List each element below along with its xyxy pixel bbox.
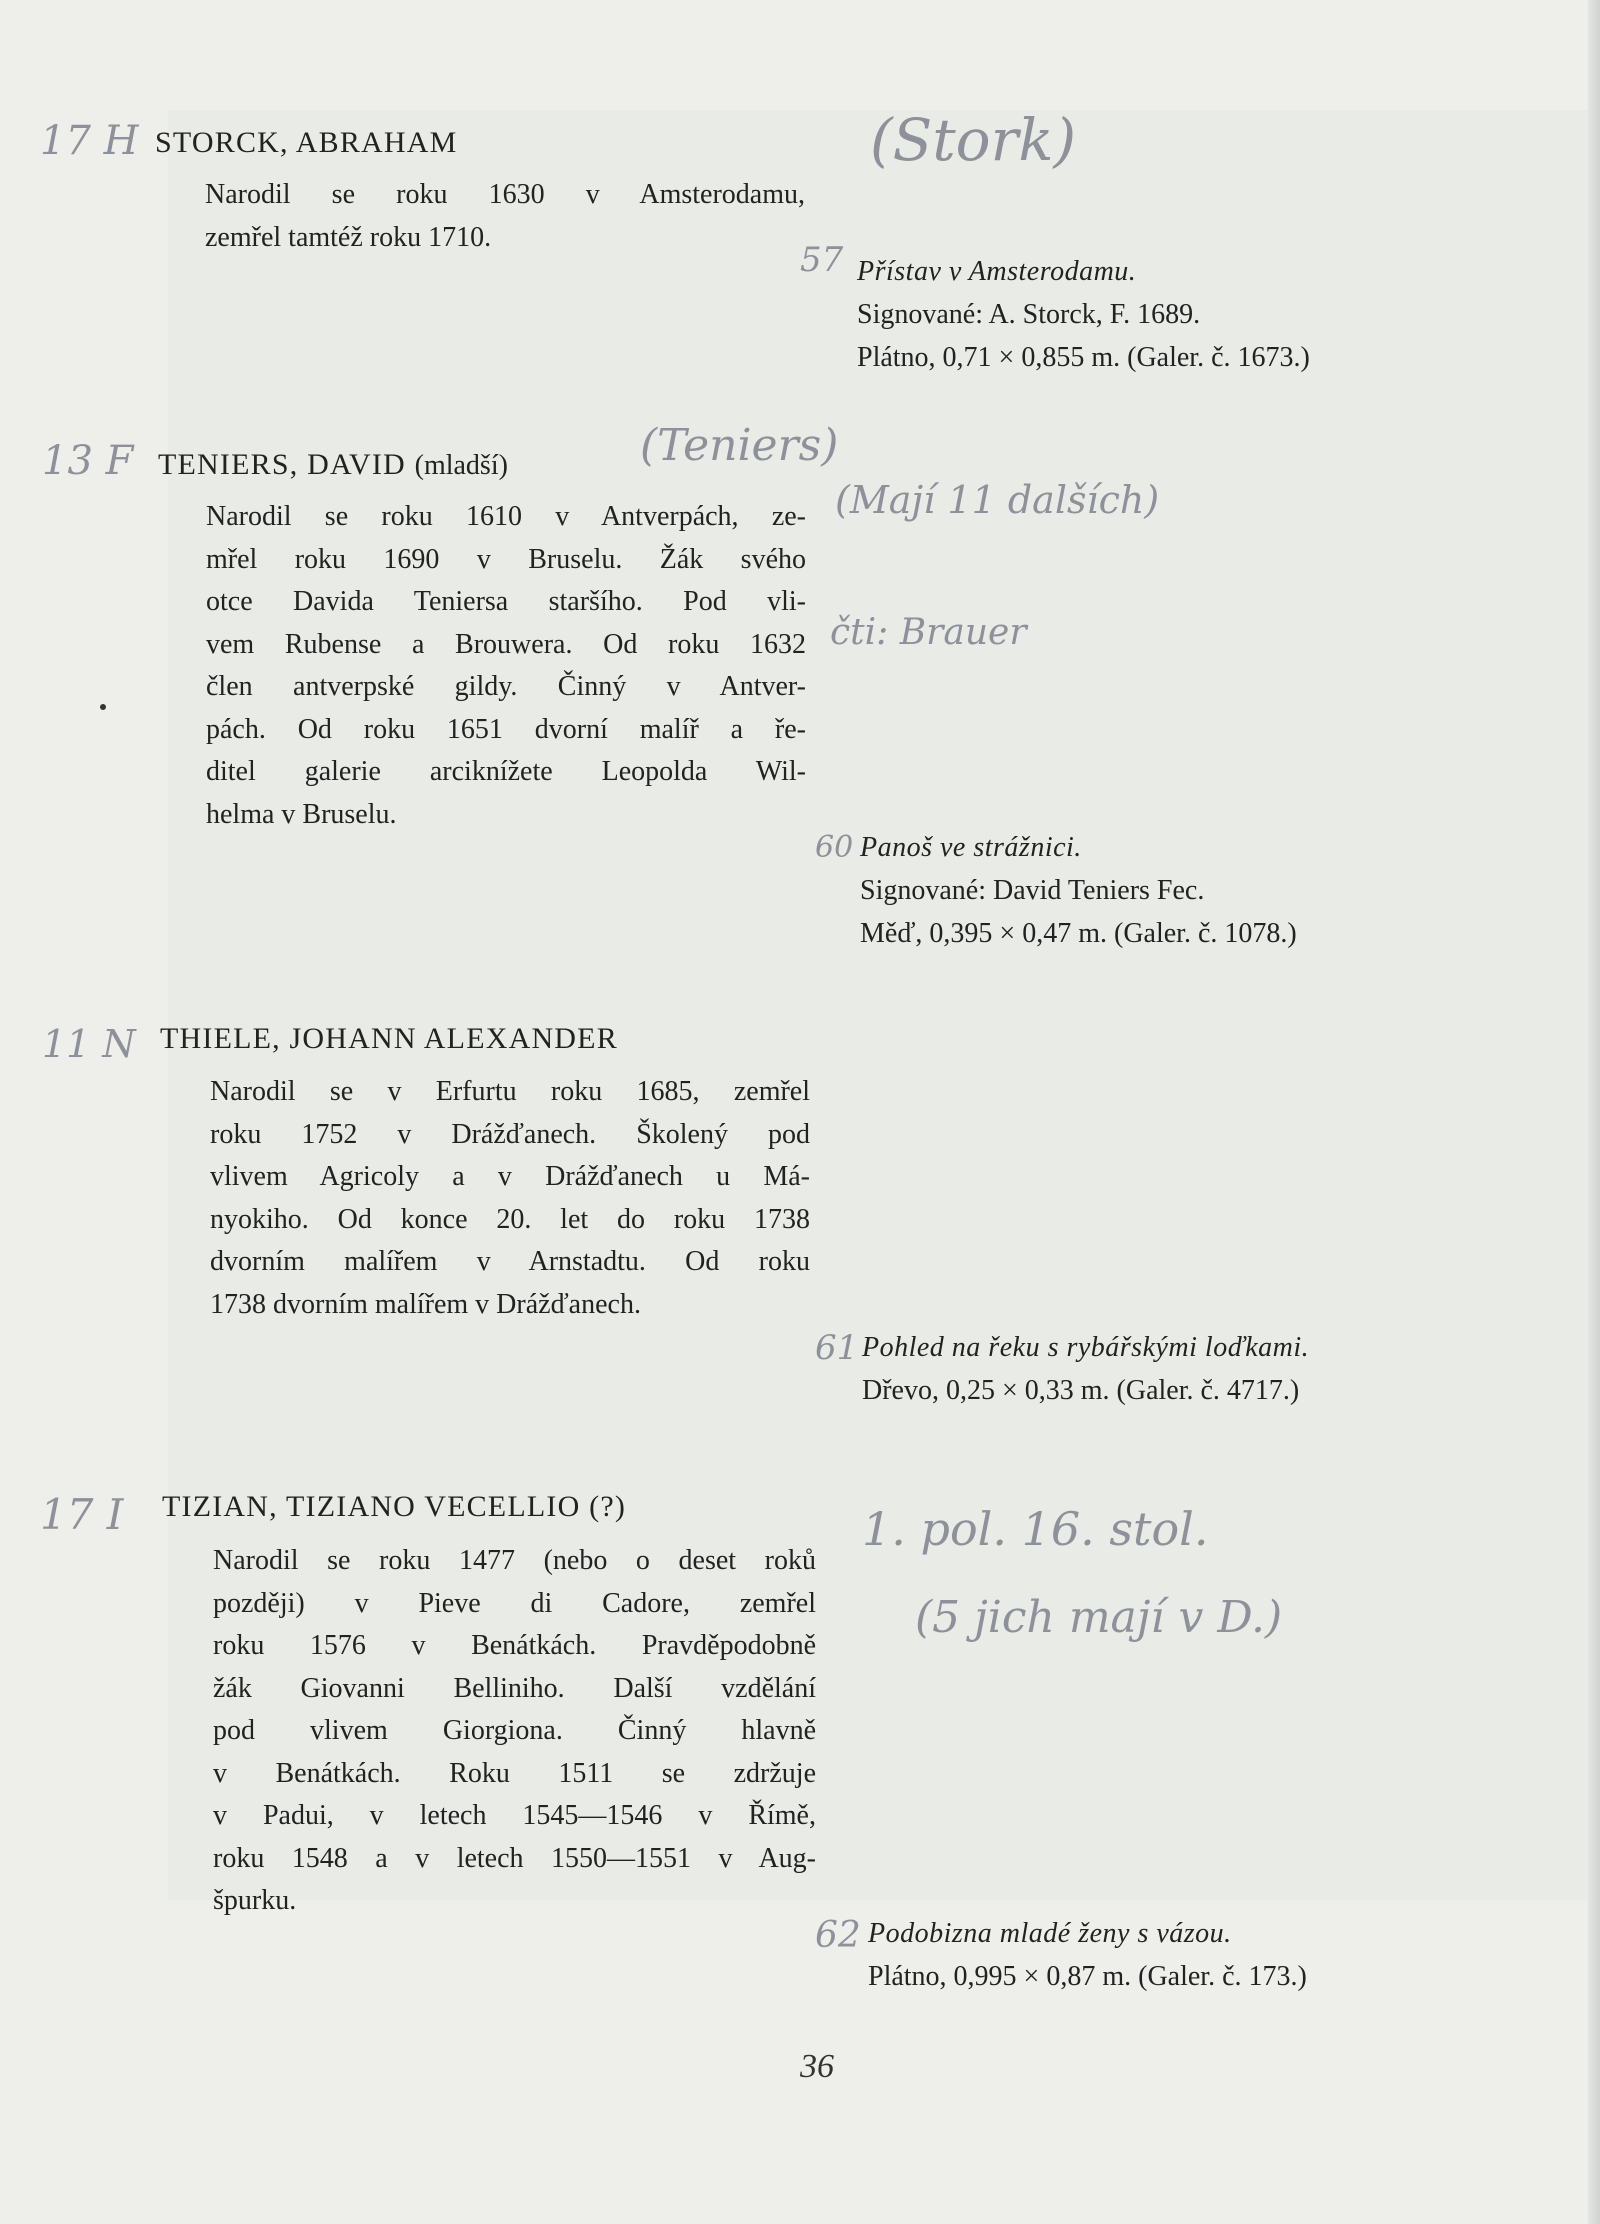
- bio-line: v Padui, v letech 1545—1546 v Římě,: [213, 1800, 816, 1831]
- work-number: 62: [815, 1915, 861, 1956]
- bio-line: 1738 dvorním malířem v Drážďanech.: [210, 1288, 641, 1320]
- bio-line: helma v Bruselu.: [206, 798, 397, 830]
- bio-line: nyokiho. Od konce 20. let do roku 1738: [210, 1203, 810, 1235]
- work-title: Přístav v Amsterodamu.: [857, 256, 1137, 287]
- handwritten-note: (5 jich mají v D.): [915, 1592, 1283, 1643]
- artist-bio: [210, 1071, 810, 1326]
- work-number: 61: [815, 1328, 859, 1368]
- bio-line: později) v Pieve di Cadore, zemřel: [213, 1587, 816, 1619]
- bio-line: Narodil se roku 1610 v Antverpách, ze-: [206, 501, 806, 532]
- work-number: 57: [800, 240, 844, 280]
- work-info: [860, 826, 1297, 955]
- bio-line: člen antverpské gildy. Činný v Antver-: [206, 671, 806, 702]
- artist-name-text: TENIERS, DAVID: [158, 448, 406, 481]
- bio-line: dvorním malířem v Arnstadtu. Od roku: [210, 1246, 810, 1277]
- bio-line: roku 1752 v Drážďanech. Školený pod: [210, 1118, 810, 1150]
- bio-line: mřel roku 1690 v Bruselu. Žák svého: [206, 543, 806, 575]
- work-title: Pohled na řeku s rybářskými loďkami.: [862, 1332, 1310, 1363]
- work-line: Dřevo, 0,25 × 0,33 m. (Galer. č. 4717.): [862, 1375, 1300, 1406]
- artist-bio: [206, 496, 806, 836]
- bio-line: ditel galerie arciknížete Leopolda Wil-: [206, 756, 806, 787]
- handwritten-note: (Mají 11 dalších): [835, 478, 1160, 522]
- bio-line: Narodil se roku 1477 (nebo o deset roků: [213, 1545, 816, 1576]
- page-number: 36: [800, 2048, 834, 2085]
- bio-line: v Benátkách. Roku 1511 se zdržuje: [213, 1757, 816, 1789]
- work-info: [868, 1912, 1307, 1998]
- bio-line: vem Rubense a Brouwera. Od roku 1632: [206, 628, 806, 660]
- bio-line: Narodil se roku 1630 v Amsterodamu,: [205, 179, 805, 210]
- ink-dot: [100, 704, 106, 710]
- bio-line: zemřel tamtéž roku 1710.: [205, 221, 492, 253]
- work-line: Signované: David Teniers Fec.: [860, 875, 1205, 906]
- handwritten-note: (Stork): [870, 106, 1077, 174]
- artist-name-suffix: (mladší): [414, 450, 508, 481]
- work-number: 60: [815, 830, 854, 865]
- artist-name: STORCK, ABRAHAM: [155, 126, 458, 159]
- handwritten-note: 1. pol. 16. stol.: [862, 1502, 1209, 1556]
- work-title: Podobizna mladé ženy s vázou.: [868, 1918, 1232, 1949]
- work-info: [862, 1326, 1309, 1412]
- handwritten-note: (Teniers): [640, 420, 839, 471]
- page-edge: [1588, 0, 1600, 2224]
- bio-line: špurku.: [213, 1885, 297, 1916]
- work-info: [857, 250, 1310, 379]
- marginal-code: 13 F: [42, 438, 134, 484]
- work-title: Panoš ve strážnici.: [860, 832, 1082, 863]
- work-line: Plátno, 0,995 × 0,87 m. (Galer. č. 173.): [868, 1961, 1307, 1992]
- artist-name: [158, 448, 508, 482]
- work-line: Měď, 0,395 × 0,47 m. (Galer. č. 1078.): [860, 918, 1297, 949]
- artist-name: TIZIAN, TIZIANO VECELLIO (?): [162, 1490, 627, 1523]
- artist-bio: [213, 1540, 816, 1923]
- artist-name: THIELE, JOHANN ALEXANDER: [160, 1022, 618, 1055]
- work-line: Plátno, 0,71 × 0,855 m. (Galer. č. 1673.): [857, 342, 1310, 373]
- bio-line: roku 1576 v Benátkách. Pravděpodobně: [213, 1630, 816, 1661]
- bio-line: vlivem Agricoly a v Drážďanech u Má-: [210, 1161, 810, 1192]
- bio-line: roku 1548 a v letech 1550—1551 v Aug-: [213, 1842, 816, 1874]
- bio-line: Narodil se v Erfurtu roku 1685, zemřel: [210, 1076, 810, 1107]
- bio-line: žák Giovanni Belliniho. Další vzdělání: [213, 1672, 816, 1704]
- bio-line: pách. Od roku 1651 dvorní malíř a ře-: [206, 713, 806, 745]
- artist-bio: [205, 174, 805, 259]
- bio-line: pod vlivem Giorgiona. Činný hlavně: [213, 1715, 816, 1746]
- marginal-code: 17 I: [40, 1490, 124, 1539]
- marginal-code: 11 N: [42, 1022, 136, 1066]
- handwritten-note: čti: Brauer: [830, 612, 1027, 653]
- bio-line: otce Davida Teniersa staršího. Pod vli-: [206, 586, 806, 617]
- work-line: Signované: A. Storck, F. 1689.: [857, 299, 1201, 330]
- marginal-code: 17 H: [40, 118, 139, 164]
